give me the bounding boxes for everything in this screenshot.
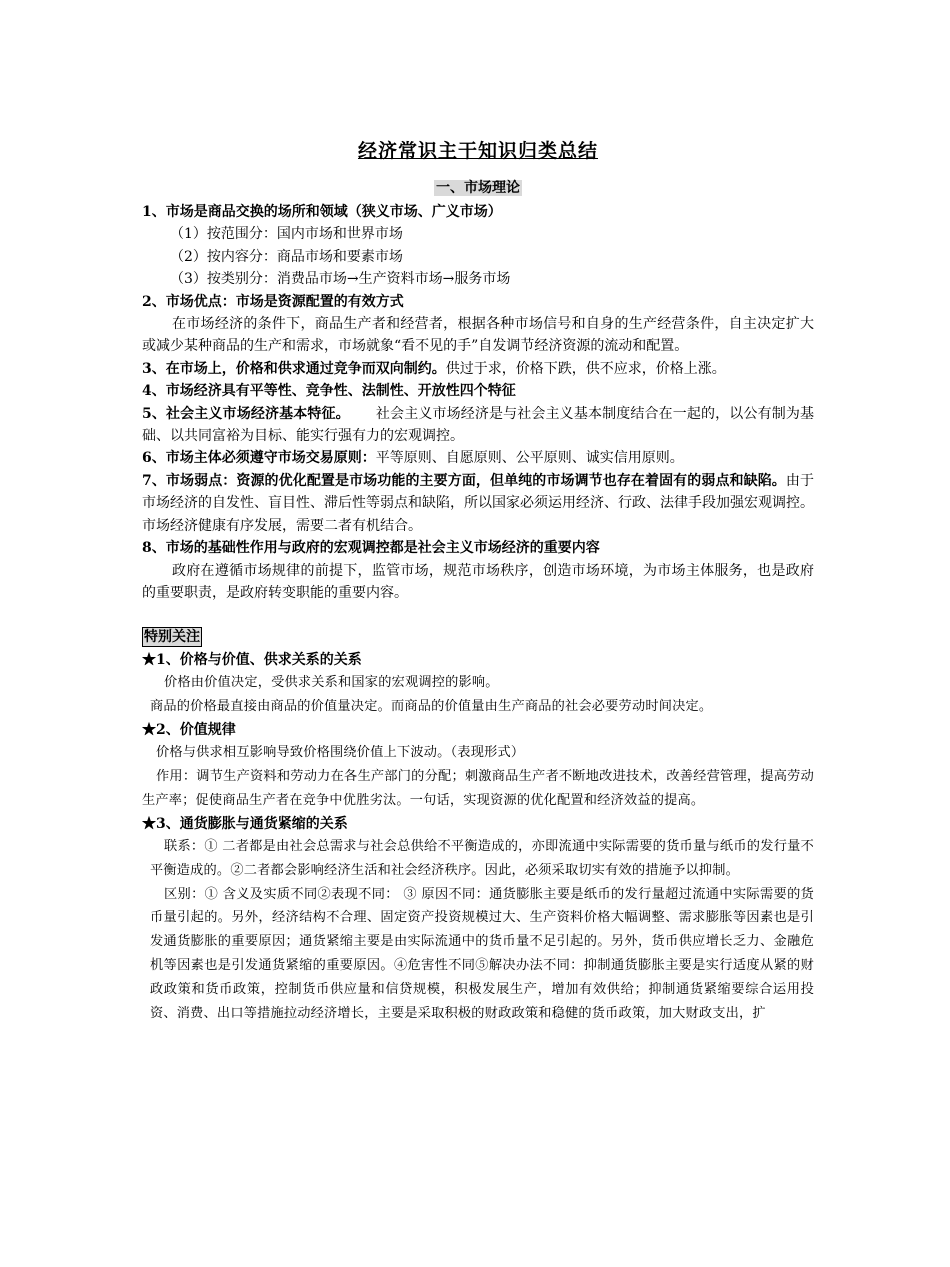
document-page xyxy=(142,138,814,1025)
special-attention-tag: 特别关注 xyxy=(144,629,200,646)
item-5-body: 社会主义市场经济是与社会主义基本制度结合在一起的，以公有制为基础、以共同富裕为目标、能实行强有力的宏观调控。 xyxy=(142,405,814,445)
item-3 xyxy=(142,358,814,380)
special-3-para-1: 联系：① 二者都是由社会总需求与社会总供给不平衡造成的，亦即流通中实际需要的货币量与纸币的发行量不平衡造成的。②二者都会影响经济生活和社会经济秩序。因此，必须采取切实有效的措施予以抑制。 xyxy=(150,838,814,878)
document-title: 经济常识主干知识归类总结 xyxy=(357,140,598,162)
special-2-para-1: 价格与供求相互影响导致价格围绕价值上下波动。（表现形式） xyxy=(156,745,525,761)
item-5-heading: 5、社会主义市场经济基本特征。 xyxy=(142,405,350,422)
item-3-heading: 3、在市场上，价格和供求通过竞争而双向制约。 xyxy=(142,360,446,377)
item-8-body: 政府在遵循市场规律的前提下，监管市场，规范市场秩序，创造市场环境，为市场主体服务，也是政府的重要职责，是政府转变职能的重要内容。 xyxy=(142,562,814,601)
item-7-body: 由于市场经济的自发性、盲目性、滞后性等弱点和缺陷，所以国家必须运用经济、行政、法律手段加强宏观调控。市场经济健康有序发展，需要二者有机结合。 xyxy=(142,472,814,534)
special-section xyxy=(142,649,814,1026)
special-1-para-2: 商品的价格最直接由商品的价值量决定。而商品的价值量由生产商品的社会必要劳动时间决定。 xyxy=(150,698,713,714)
item-1-sub-1: （1）按范围分：国内市场和世界市场 xyxy=(170,226,403,243)
section-heading xyxy=(142,176,814,199)
section-heading-text: 一、市场理论 xyxy=(436,180,520,196)
item-6-body: 平等原则、自愿原则、公平原则、诚实信用原则。 xyxy=(375,450,684,467)
special-3-para-2: 区别：① 含义及实质不同②表现不同： ③ 原因不同：通货膨胀主要是纸币的发行量超过流通中实际需要的货币量引起的。另外，经济结构不合理、固定资产投资规模过大、生产资料价格大幅调整、需求膨胀等因素也是引发通货膨胀的重要原因；通货紧缩主要是由实际流通中的货币量不足引起的。另外，货币供应增长乏力、金融危机等因素也是引发通货紧缩的重要原因。④危害性不同⑤解决办法不同：抑制通货膨胀主要是实行适度从紧的财政政策和货币政策，控制货币供应量和信贷规模，积极发展生产，增加有效供给；抑制通货紧缩要综合运用投资、消费、出口等措施拉动经济增长，主要是采取积极的财政政策和稳健的货币政策，加大财政支出，扩 xyxy=(150,886,814,1021)
special-2-heading: ★2、价值规律 xyxy=(142,721,236,738)
special-2-para-2: 作用：调节生产资料和劳动力在各生产部门的分配；刺激商品生产者不断地改进技术，改善经营管理，提高劳动生产率；促使商品生产者在竞争中优胜劣汰。一句话，实现资源的优化配置和经济效益的提高。 xyxy=(142,768,814,808)
item-7-heading: 7、市场弱点：资源的优化配置是市场功能的主要方面，但单纯的市场调节也存在着固有的弱点和缺陷。 xyxy=(142,472,786,489)
item-1-sub-2: （2）按内容分：商品市场和要素市场 xyxy=(170,248,403,265)
special-1-heading: ★1、价格与价值、供求关系的关系 xyxy=(142,651,362,668)
item-6 xyxy=(142,447,814,469)
item-7 xyxy=(142,470,814,537)
item-3-body: 供过于求，价格下跌，供不应求，价格上涨。 xyxy=(445,360,726,377)
special-1-para-1: 价格由价值决定，受供求关系和国家的宏观调控的影响。 xyxy=(164,675,499,691)
item-8-heading: 8、市场的基础性作用与政府的宏观调控都是社会主义市场经济的重要内容 xyxy=(142,540,600,557)
item-2-body: 在市场经济的条件下，商品生产者和经营者，根据各种市场信号和自身的生产经营条件，自主决定扩大或减少某种商品的生产和需求，市场就象“看不见的手”自发调节经济资源的流动和配置。 xyxy=(142,316,814,355)
item-4-heading: 4、市场经济具有平等性、竞争性、法制性、开放性四个特征 xyxy=(142,383,516,400)
item-1-heading: 1、市场是商品交换的场所和领域（狭义市场、广义市场） xyxy=(142,204,502,220)
item-6-heading: 6、市场主体必须遵守市场交易原则： xyxy=(142,450,376,467)
item-5 xyxy=(142,403,814,448)
item-2-heading: 2、市场优点：市场是资源配置的有效方式 xyxy=(142,293,404,310)
item-1-sub-3: （3）按类别分：消费品市场→生产资料市场→服务市场 xyxy=(170,271,511,288)
special-3-heading: ★3、通货膨胀与通货紧缩的关系 xyxy=(142,815,348,832)
